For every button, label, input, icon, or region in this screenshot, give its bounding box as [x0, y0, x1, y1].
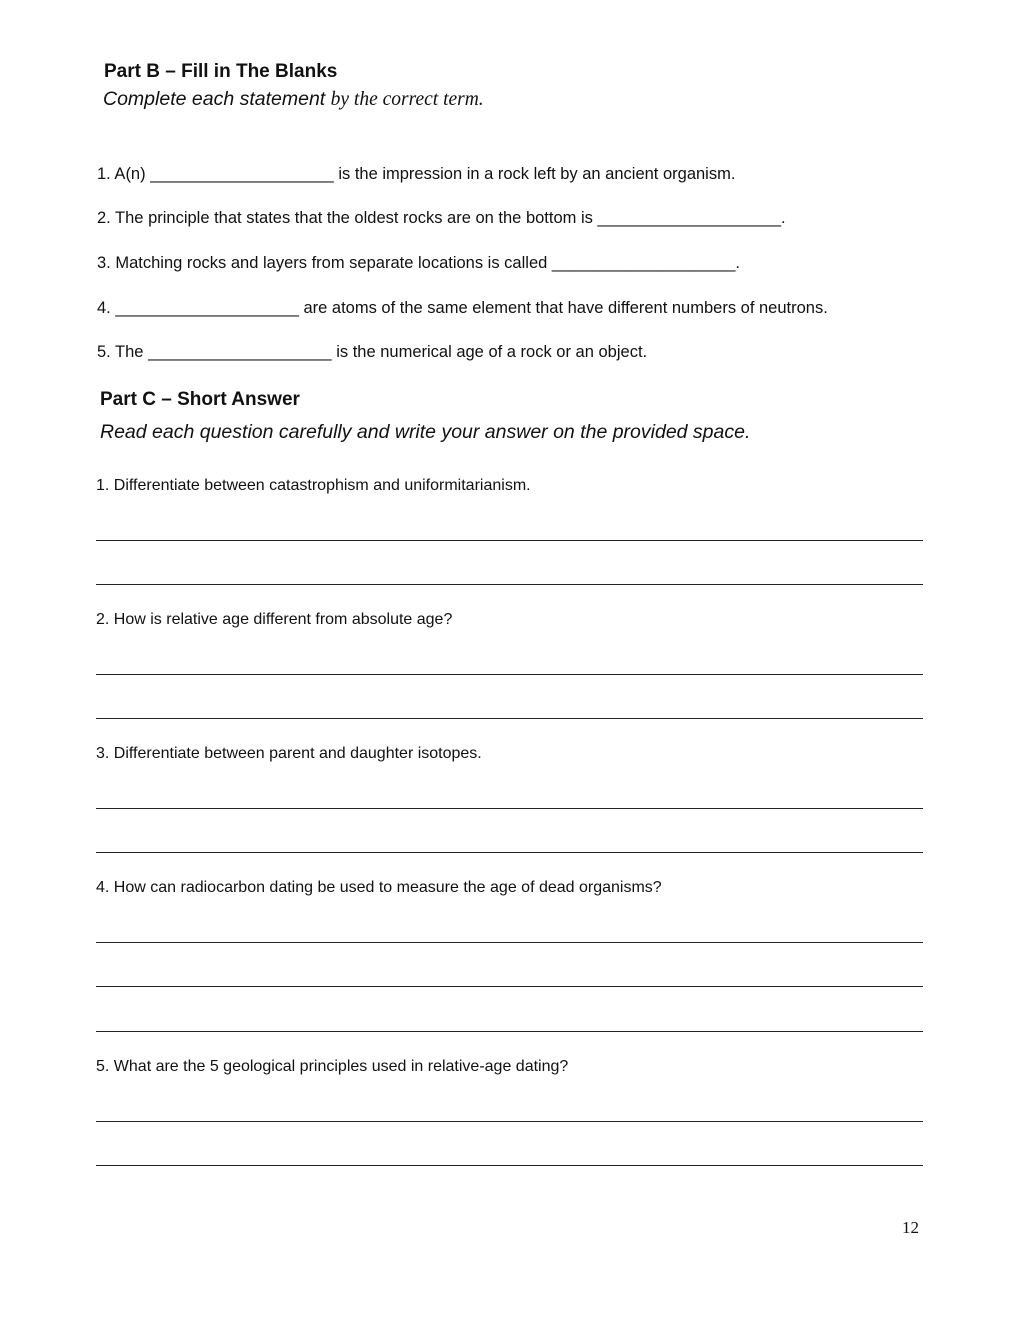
answer-line: [96, 1165, 923, 1166]
answer-line: [96, 808, 923, 809]
fill-blank-text: is the numerical age of a rock or an object.: [331, 343, 648, 361]
short-answer-question-4: 4. How can radiocarbon dating be used to measure the age of dead organisms?: [96, 879, 662, 896]
fill-blank-item-1: [97, 165, 735, 184]
answer-blank: ____________________: [148, 343, 332, 361]
fill-blank-text: .: [735, 254, 741, 272]
fill-blank-text: is the impression in a rock left by an ancient organism.: [333, 165, 736, 183]
answer-blank: ____________________: [115, 299, 299, 317]
answer-line: [96, 540, 923, 541]
answer-line: [96, 718, 923, 719]
answer-line: [96, 852, 923, 853]
fill-blank-text: 4.: [97, 299, 116, 317]
answer-blank: ____________________: [597, 209, 782, 227]
answer-line: [96, 1121, 923, 1122]
fill-blank-text: .: [781, 209, 786, 227]
answer-blank: ____________________: [150, 165, 334, 183]
part-b-instruction: [103, 88, 484, 111]
fill-blank-text: are atoms of the same element that have different numbers of neutrons.: [298, 299, 828, 317]
short-answer-question-3: 3. Differentiate between parent and daughter isotopes.: [96, 745, 482, 762]
answer-line: [96, 584, 923, 585]
answer-line: [96, 674, 923, 675]
part-c-instruction: Read each question carefully and write your answer on the provided space.: [100, 421, 751, 443]
fill-blank-item-2: [97, 209, 786, 228]
short-answer-question-2: 2. How is relative age different from absolute age?: [96, 611, 453, 628]
fill-blank-text: 3. Matching rocks and layers from separate locations is called: [97, 254, 552, 272]
part-b-instruction-sans: Complete each statement: [103, 88, 331, 110]
short-answer-question-1: 1. Differentiate between catastrophism and uniformitarianism.: [96, 477, 531, 494]
answer-blank: ____________________: [551, 254, 736, 272]
answer-line: [96, 942, 923, 943]
part-c-heading: Part C – Short Answer: [100, 389, 300, 410]
fill-blank-item-5: [97, 343, 647, 362]
fill-blank-text: 5. The: [97, 343, 149, 361]
part-b-instruction-serif: by the correct term.: [330, 89, 484, 110]
page-number: 12: [902, 1218, 919, 1237]
short-answer-question-5: 5. What are the 5 geological principles used in relative-age dating?: [96, 1058, 569, 1075]
fill-blank-item-3: [97, 254, 740, 273]
answer-line: [96, 1031, 923, 1032]
answer-line: [96, 986, 923, 987]
fill-blank-item-4: [97, 299, 828, 318]
fill-blank-text: 1. A(n): [97, 165, 151, 183]
fill-blank-text: 2. The principle that states that the oldest rocks are on the bottom is: [97, 209, 598, 227]
part-b-heading: Part B – Fill in The Blanks: [104, 61, 338, 82]
